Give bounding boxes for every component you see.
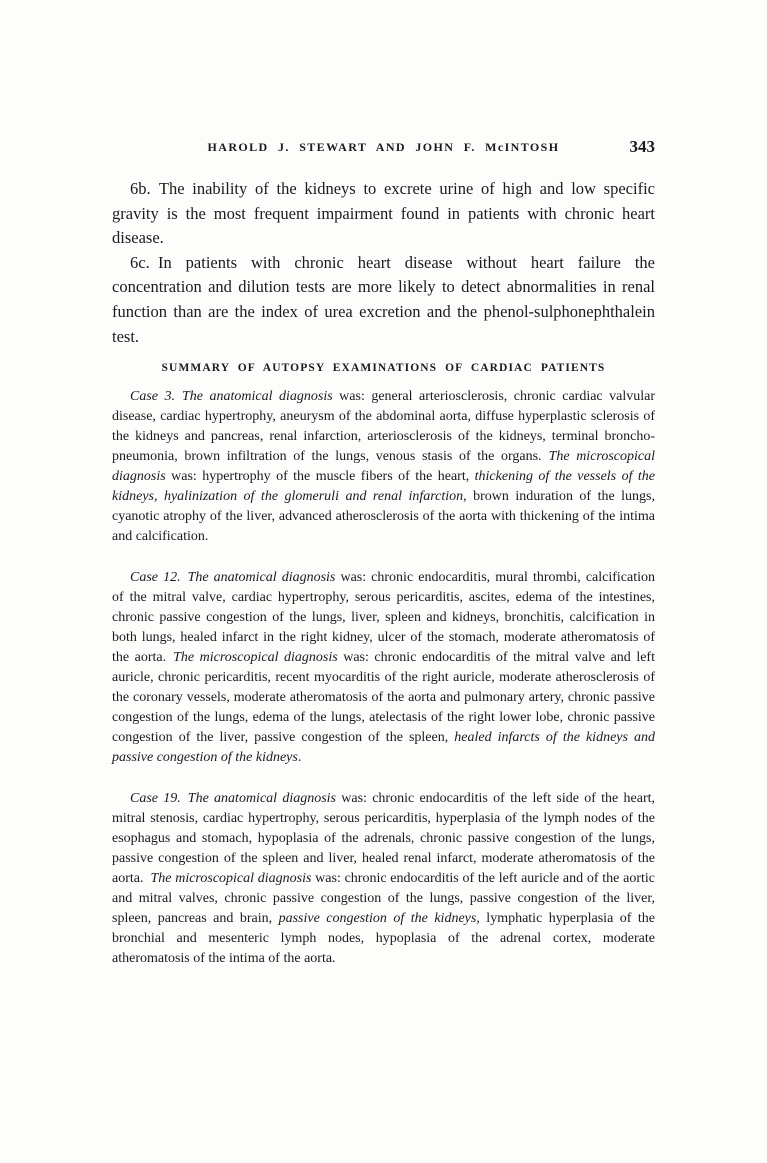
case-12-paragraph: Case 12. The anatomical diagnosis was: chronic endocarditis, mural thrombi, calcification of the mitral valve, cardiac hypertrophy, serous pericarditis, ascites, edema of the intestines, chronic passive congestion of the lungs, liver, spleen and kidneys, bronchitis, calcification in both lungs, healed infarct in the right kidney, ulcer of the stomach, moderate atheromatosis of the aorta. The microscopical diagnosis was: chronic endocarditis of the mitral valve and left auricle, chronic pericarditis, recent myocarditis of the right auricle, moderate atherosclerosis of the coronary vessels, moderate atheromatosis of the aorta and pulmonary artery, chronic passive congestion of the lungs, edema of the lungs, atelectasis of the right lower lobe, chronic passive congestion of the liver, passive congestion of the spleen, healed infarcts of the kidneys and passive congestion of the kidneys. [112, 570, 656, 766]
section-heading: SUMMARY OF AUTOPSY EXAMINATIONS OF CARDIAC PATIENTS [161, 362, 606, 375]
page-number: 343 [629, 137, 655, 156]
running-head [112, 137, 655, 160]
paragraph-6c: 6c. In patients with chronic heart disease without heart failure the concentration and dilution tests are more likely to detect abnormalities in renal function than are the index of urea excretion and the phenol-sulphonephthalein test. [112, 252, 655, 346]
case-3-paragraph: Case 3. The anatomical diagnosis was: general arteriosclerosis, chronic cardiac valvular disease, cardiac hypertrophy, aneurysm of the abdominal aorta, diffuse hyperplastic sclerosis of the kidneys and pancreas, renal infarction, arteriosclerosis of the kidneys, terminal broncho-pneumonia, brown infiltration of the lungs, venous stasis of the organs. The microscopical diagnosis was: hypertrophy of the muscle fibers of the heart, thickening of the vessels of the kidneys, hyalinization of the glomeruli and renal infarction, brown induration of the lungs, cyanotic atrophy of the liver, advanced atherosclerosis of the aorta with thickening of the intima and calcification. [112, 389, 656, 545]
running-title: HAROLD J. STEWART AND JOHN F. McINTOSH [207, 140, 560, 154]
case-19-paragraph: Case 19. The anatomical diagnosis was: chronic endocarditis of the left side of the heart, mitral stenosis, cardiac hypertrophy, serous pericarditis, hyperplasia of the lymph nodes of the esophagus and stomach, hypoplasia of the adrenals, chronic passive congestion of the lungs, passive congestion of the spleen and liver, healed renal infarct, moderate atheromatosis of the aorta. The microscopical diagnosis was: chronic endocarditis of the left auricle and of the aortic and mitral valves, chronic passive congestion of the lungs, passive congestion of the liver, spleen, pancreas and brain, passive congestion of the kidneys, lymphatic hyperplasia of the bronchial and mesenteric lymph nodes, hypoplasia of the adrenal cortex, moderate atheromatosis of the intima of the aorta. [112, 791, 656, 967]
paragraph-6b: 6b. The inability of the kidneys to excrete urine of high and low specific gravity is the most frequent impairment found in patients with chronic heart disease. [112, 179, 655, 248]
page-content [112, 137, 656, 969]
